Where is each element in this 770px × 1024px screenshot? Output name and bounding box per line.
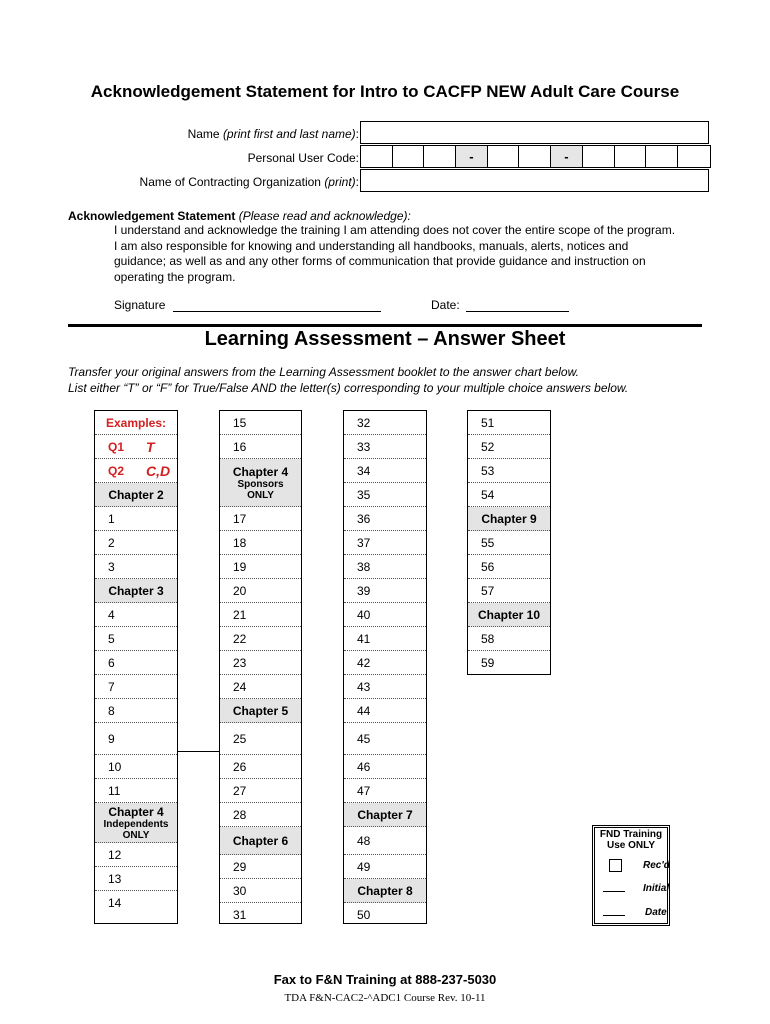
chapter-header: Chapter 10	[468, 603, 550, 627]
ack-body	[114, 223, 714, 285]
example-q2	[95, 459, 177, 483]
chapter-subtitle: Independents	[103, 818, 169, 830]
recd-checkbox[interactable]	[609, 859, 622, 872]
date-line-fnd[interactable]	[603, 915, 625, 916]
answer-row[interactable]: 24	[220, 675, 301, 699]
chapter-header: Chapter 2	[95, 483, 177, 507]
revision-line: TDA F&N-CAC2-^ADC1 Course Rev. 10-11	[284, 992, 486, 1004]
answer-row[interactable]: 14	[108, 896, 122, 910]
answer-column-2	[219, 410, 302, 924]
answer-row[interactable]: 15	[220, 411, 301, 435]
answer-row[interactable]: 11	[95, 779, 177, 803]
answer-row[interactable]: 48	[344, 827, 426, 855]
answer-row[interactable]: 46	[344, 755, 426, 779]
user-code-field[interactable]	[360, 145, 711, 168]
initial-line[interactable]	[603, 891, 625, 892]
chapter-title: Chapter 4	[232, 464, 289, 479]
example-q1	[95, 435, 177, 459]
answer-row[interactable]: 10	[95, 755, 177, 779]
answer-row[interactable]: 1	[95, 507, 177, 531]
date-line[interactable]	[466, 311, 569, 312]
answer-column-1	[94, 410, 178, 924]
chapter-header: Chapter 3	[95, 579, 177, 603]
answer-row[interactable]: 54	[468, 483, 550, 507]
answer-row[interactable]: 12	[95, 843, 177, 867]
form-title: Acknowledgement Statement for Intro to CACFP NEW Adult Care Course	[90, 82, 680, 101]
answer-row[interactable]: 36	[344, 507, 426, 531]
ack-heading	[68, 209, 411, 223]
chapter-header: Chapter 6	[220, 827, 301, 855]
user-code-cell[interactable]	[678, 146, 710, 167]
answer-row[interactable]: 43	[344, 675, 426, 699]
connector-line	[178, 751, 219, 752]
answer-row[interactable]: 34	[344, 459, 426, 483]
fnd-date-label: Date	[645, 907, 667, 918]
answer-row[interactable]: 47	[344, 779, 426, 803]
ack-line: guidance; as well as and any other forms of communication that provide guidance and instruction on	[114, 254, 646, 268]
name-label	[188, 127, 359, 141]
answer-row[interactable]: 21	[220, 603, 301, 627]
answer-row[interactable]: 19	[220, 555, 301, 579]
recd-label: Rec'd	[643, 860, 670, 871]
chapter-header: Chapter 5	[220, 699, 301, 723]
answer-row[interactable]: 35	[344, 483, 426, 507]
user-code-cell[interactable]	[615, 146, 647, 167]
answer-row[interactable]: 33	[344, 435, 426, 459]
example-q2-label: Q2	[108, 463, 125, 478]
answer-row[interactable]: 39	[344, 579, 426, 603]
answer-row[interactable]: 8	[95, 699, 177, 723]
chapter-header: Chapter 8	[344, 879, 426, 903]
user-code-cell[interactable]	[361, 146, 393, 167]
answer-row[interactable]: 58	[468, 627, 550, 651]
answer-row[interactable]: 31	[233, 908, 247, 922]
org-hint: (print)	[324, 175, 356, 189]
answer-row[interactable]: 9	[95, 723, 177, 755]
answer-row[interactable]: 40	[344, 603, 426, 627]
answer-row[interactable]: 57	[468, 579, 550, 603]
fnd-title: FND Training	[599, 829, 663, 840]
assessment-instructions	[68, 365, 628, 396]
instruction-line: Transfer your original answers from the Learning Assessment booklet to the answer chart below.	[68, 365, 579, 379]
answer-row[interactable]: 52	[468, 435, 550, 459]
user-code-dash: -	[551, 146, 583, 167]
section-divider	[68, 324, 702, 327]
chapter-header	[95, 803, 177, 843]
answer-row[interactable]: 26	[220, 755, 301, 779]
date-label: Date:	[431, 298, 460, 312]
ack-line: I understand and acknowledge the training I am attending does not cover the entire scope of the program.	[114, 223, 676, 237]
ack-line: I am also responsible for knowing and understanding all handbooks, manuals, alerts, notices and	[114, 238, 629, 253]
fnd-training-box	[592, 825, 670, 926]
chapter-header	[220, 459, 301, 507]
answer-row[interactable]: 23	[220, 651, 301, 675]
answer-row[interactable]: 42	[344, 651, 426, 675]
answer-row[interactable]: 59	[481, 656, 495, 670]
fnd-subtitle: Use ONLY	[607, 840, 655, 851]
name-colon: :	[355, 127, 359, 141]
chapter-header: Chapter 9	[468, 507, 550, 531]
user-code-cell[interactable]	[424, 146, 456, 167]
user-code-cell[interactable]	[393, 146, 425, 167]
answer-row[interactable]: 45	[344, 723, 426, 755]
ack-line: operating the program.	[114, 269, 236, 284]
answer-row[interactable]: 56	[468, 555, 550, 579]
name-field[interactable]	[360, 121, 709, 144]
instruction-line: List either “T” or “F” for True/False AND the letter(s) corresponding to your multiple choice answers below.	[68, 380, 629, 395]
user-code-cell[interactable]	[488, 146, 520, 167]
user-code-cell[interactable]	[583, 146, 615, 167]
answer-row[interactable]: 18	[220, 531, 301, 555]
answer-row[interactable]: 13	[95, 867, 177, 891]
answer-row[interactable]: 2	[95, 531, 177, 555]
answer-row[interactable]: 51	[468, 411, 550, 435]
answer-row[interactable]: 4	[95, 603, 177, 627]
user-code-cell[interactable]	[646, 146, 678, 167]
chapter-header: Chapter 7	[344, 803, 426, 827]
answer-row[interactable]: 55	[468, 531, 550, 555]
initial-label: Initial	[643, 883, 670, 894]
answer-row[interactable]: 25	[220, 723, 301, 755]
answer-row[interactable]: 17	[220, 507, 301, 531]
answer-row[interactable]: 30	[220, 879, 301, 903]
user-code-cell[interactable]	[519, 146, 551, 167]
answer-row[interactable]: 16	[220, 435, 301, 459]
answer-row[interactable]: 38	[344, 555, 426, 579]
answer-row[interactable]: 28	[220, 803, 301, 827]
fax-line: Fax to F&N Training at 888-237-5030	[273, 972, 497, 987]
answer-row[interactable]: 50	[357, 908, 371, 922]
org-label	[140, 175, 359, 189]
user-code-dash: -	[456, 146, 488, 167]
answer-row[interactable]: 29	[220, 855, 301, 879]
signature-label: Signature	[114, 298, 166, 312]
org-colon: :	[355, 175, 359, 189]
name-hint: (print first and last name)	[222, 127, 356, 141]
answer-row[interactable]: 6	[95, 651, 177, 675]
chapter-title: Chapter 4	[108, 804, 164, 819]
org-label-text: Name of Contracting Organization	[139, 175, 321, 189]
answer-row[interactable]: 32	[344, 411, 426, 435]
ack-heading-hint: (Please read and acknowledge):	[238, 209, 411, 223]
answer-column-4	[467, 410, 551, 675]
answer-row[interactable]: 22	[220, 627, 301, 651]
answer-row[interactable]: 37	[344, 531, 426, 555]
chapter-subtitle: Sponsors	[237, 478, 284, 490]
example-q1-label: Q1	[108, 439, 125, 454]
examples-heading: Examples:	[95, 411, 177, 435]
answer-row[interactable]: 49	[344, 855, 426, 879]
answer-row[interactable]: 44	[344, 699, 426, 723]
example-q1-answer: T	[146, 438, 155, 455]
assessment-title: Learning Assessment – Answer Sheet	[204, 328, 566, 350]
answer-row[interactable]: 3	[95, 555, 177, 579]
signature-line[interactable]	[173, 311, 381, 312]
answer-column-3	[343, 410, 427, 924]
answer-row[interactable]: 7	[95, 675, 177, 699]
chapter-subtitle: ONLY	[122, 829, 150, 841]
ack-heading-text: Acknowledgement Statement	[68, 209, 236, 223]
chapter-subtitle: ONLY	[247, 489, 274, 501]
answer-row[interactable]: 5	[95, 627, 177, 651]
example-q2-answer: C,D	[146, 462, 171, 479]
answer-row[interactable]: 27	[220, 779, 301, 803]
org-field[interactable]	[360, 169, 709, 192]
answer-row[interactable]: 20	[220, 579, 301, 603]
answer-row[interactable]: 53	[468, 459, 550, 483]
user-code-label: Personal User Code:	[247, 151, 359, 165]
name-label-text: Name	[187, 127, 220, 141]
answer-row[interactable]: 41	[344, 627, 426, 651]
